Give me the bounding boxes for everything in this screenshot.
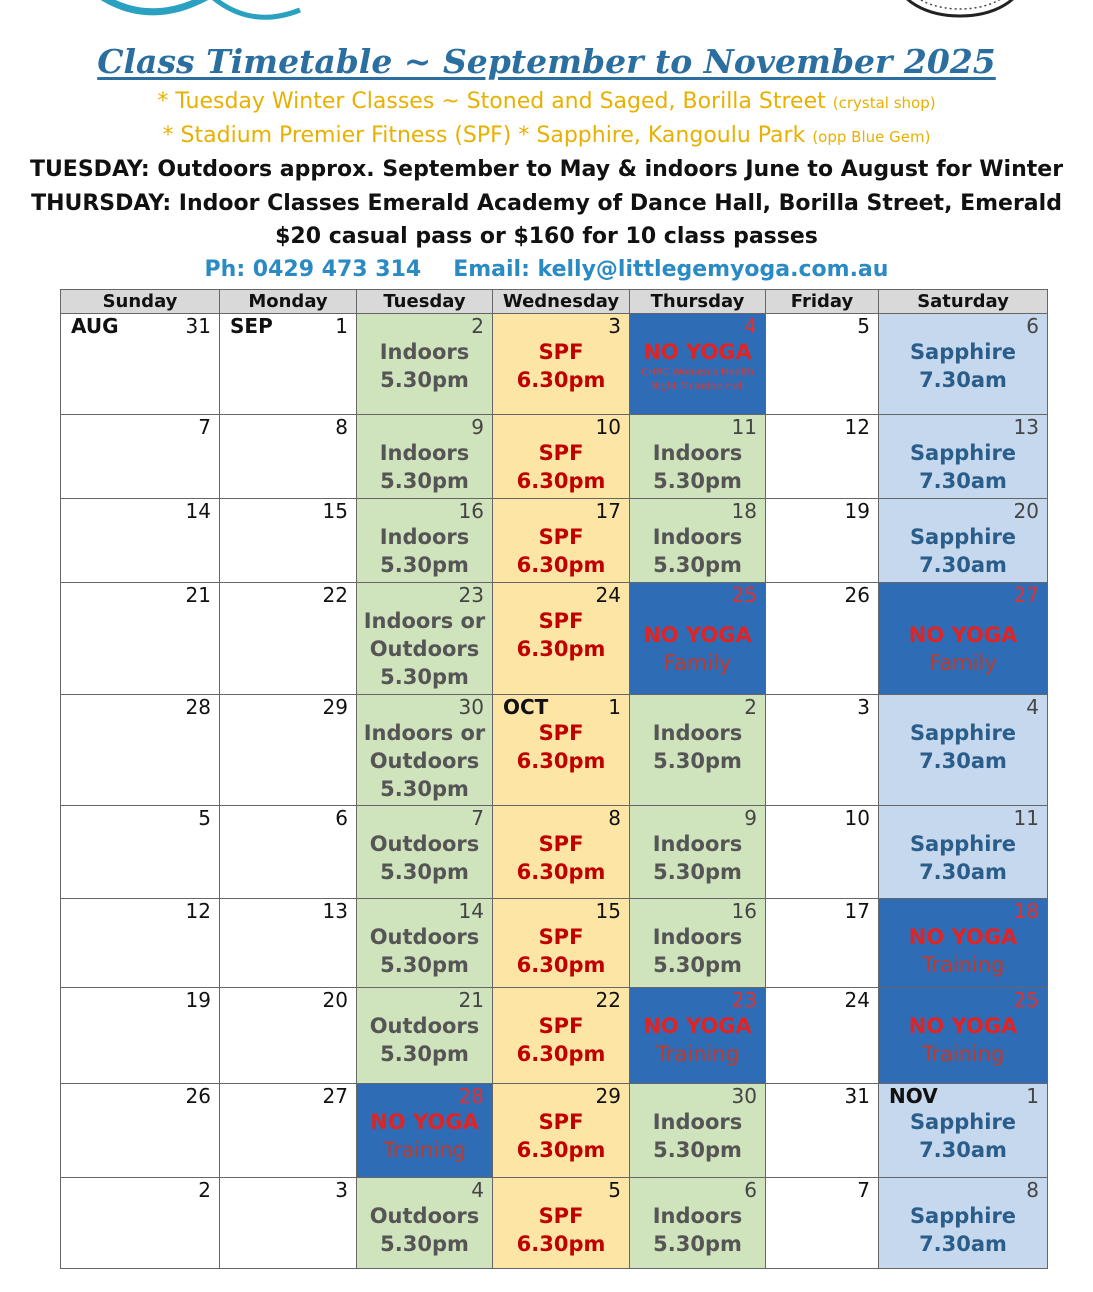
class-detail: 7.30am — [919, 368, 1007, 392]
day-cell-tuesday — [357, 1178, 493, 1269]
day-cell-wednesday — [493, 314, 630, 415]
day-cell-tuesday — [357, 988, 493, 1084]
class-detail: 7.30am — [919, 860, 1007, 884]
day-number: 26 — [185, 1084, 211, 1108]
class-detail: 7.30am — [919, 469, 1007, 493]
day-number: 9 — [744, 806, 757, 830]
day-cell-tuesday — [357, 695, 493, 806]
week-row — [61, 314, 1048, 415]
day-number: 12 — [185, 899, 211, 923]
day-number: 6 — [1026, 314, 1039, 338]
week-row — [61, 499, 1048, 583]
day-header-friday: Friday — [766, 290, 879, 314]
day-cell-sunday — [61, 1084, 220, 1178]
class-detail: 5.30pm — [380, 777, 469, 801]
day-cell-sunday — [61, 583, 220, 695]
class-label: SPF — [538, 1014, 584, 1038]
day-cell-thursday — [630, 899, 766, 988]
class-detail: 5.30pm — [653, 1232, 742, 1256]
class-detail: 6.30pm — [516, 553, 606, 577]
day-cell-saturday — [879, 988, 1048, 1084]
day-cell-wednesday — [493, 499, 630, 583]
day-cell-saturday — [879, 583, 1048, 695]
day-number: 7 — [198, 415, 211, 439]
day-number: 27 — [322, 1084, 348, 1108]
day-header-saturday: Saturday — [879, 290, 1048, 314]
class-detail: 5.30pm — [380, 469, 469, 493]
class-label: SPF — [538, 441, 584, 465]
class-label: Indoors or — [363, 609, 486, 633]
class-detail: Training — [656, 1042, 739, 1066]
class-detail: Family — [929, 651, 997, 675]
class-label: SPF — [538, 1204, 584, 1228]
day-number: 6 — [335, 806, 348, 830]
day-number: 2 — [471, 314, 484, 338]
day-number: 2 — [198, 1178, 211, 1202]
day-header-wednesday: Wednesday — [493, 290, 630, 314]
contact-line — [0, 257, 1093, 282]
class-detail: 5.30pm — [380, 368, 469, 392]
class-detail: 5.30pm — [380, 665, 469, 689]
day-number: 30 — [458, 695, 484, 719]
day-cell-thursday — [630, 988, 766, 1084]
class-detail: 7.30am — [919, 553, 1007, 577]
day-number: 10 — [595, 415, 621, 439]
month-label: SEP — [230, 314, 273, 338]
class-label: Sapphire — [909, 721, 1017, 745]
day-cell-friday — [766, 499, 879, 583]
day-cell-saturday — [879, 314, 1048, 415]
day-number: 11 — [1013, 806, 1039, 830]
day-cell-friday — [766, 695, 879, 806]
day-cell-tuesday — [357, 415, 493, 499]
class-detail: 6.30pm — [516, 749, 606, 773]
class-label: SPF — [538, 525, 584, 549]
class-label: Indoors — [652, 525, 743, 549]
day-number: 13 — [322, 899, 348, 923]
day-number: 16 — [458, 499, 484, 523]
day-header-thursday: Thursday — [630, 290, 766, 314]
day-cell-wednesday — [493, 806, 630, 899]
class-label: Outdoors — [369, 1014, 480, 1038]
day-number: 18 — [731, 499, 757, 523]
class-label: Indoors — [652, 1110, 743, 1134]
week-row — [61, 1084, 1048, 1178]
class-detail: 6.30pm — [516, 1042, 606, 1066]
day-number: 21 — [185, 583, 211, 607]
day-cell-wednesday — [493, 1084, 630, 1178]
day-number: 8 — [1026, 1178, 1039, 1202]
day-cell-monday — [220, 583, 357, 695]
day-number: 4 — [471, 1178, 484, 1202]
day-cell-friday — [766, 1178, 879, 1269]
day-number: 18 — [1013, 899, 1039, 923]
day-cell-sunday — [61, 695, 220, 806]
badge-logo-icon — [890, 0, 1030, 20]
day-number: 4 — [1026, 695, 1039, 719]
day-cell-thursday — [630, 583, 766, 695]
day-header-tuesday: Tuesday — [357, 290, 493, 314]
class-detail: Training — [921, 953, 1005, 977]
class-label: Outdoors — [369, 1204, 480, 1228]
class-detail: 5.30pm — [380, 860, 469, 884]
day-number: 19 — [844, 499, 870, 523]
class-detail: 6.30pm — [516, 860, 606, 884]
day-cell-sunday — [61, 806, 220, 899]
class-detail: 5.30pm — [653, 1138, 742, 1162]
class-detail: Outdoors — [369, 637, 480, 661]
week-row — [61, 899, 1048, 988]
pricing-note: $20 casual pass or $160 for 10 class passes — [275, 224, 818, 249]
week-row — [61, 988, 1048, 1084]
day-number: 29 — [595, 1084, 621, 1108]
day-number: 3 — [857, 695, 870, 719]
day-number: 24 — [844, 988, 870, 1012]
day-cell-sunday — [61, 314, 220, 415]
class-label: NO YOGA — [908, 925, 1018, 949]
class-detail: 6.30pm — [516, 953, 606, 977]
class-detail: 6.30pm — [516, 368, 606, 392]
day-number: 7 — [471, 806, 484, 830]
class-detail: Outdoors — [369, 749, 480, 773]
class-label: Indoors — [379, 525, 470, 549]
day-number: 2 — [744, 695, 757, 719]
day-cell-monday — [220, 988, 357, 1084]
calendar-table — [60, 289, 1048, 1269]
page-title: Class Timetable ~ September to November 2025 — [97, 42, 996, 81]
event-note: CHRC Women's Health Night McIndoe Hall — [641, 367, 754, 392]
class-detail: Family — [663, 651, 732, 675]
day-cell-thursday — [630, 415, 766, 499]
class-detail: 5.30pm — [380, 1232, 469, 1256]
day-header-sunday: Sunday — [61, 290, 220, 314]
day-number: 23 — [731, 988, 757, 1012]
day-cell-saturday — [879, 695, 1048, 806]
day-cell-wednesday — [493, 1178, 630, 1269]
day-cell-tuesday — [357, 1084, 493, 1178]
class-detail: 7.30am — [919, 1232, 1007, 1256]
day-cell-friday — [766, 899, 879, 988]
day-cell-monday — [220, 499, 357, 583]
day-cell-friday — [766, 314, 879, 415]
class-label: NO YOGA — [370, 1110, 479, 1134]
class-detail: Training — [921, 1042, 1005, 1066]
day-cell-tuesday — [357, 899, 493, 988]
day-cell-thursday — [630, 1084, 766, 1178]
class-detail: 5.30pm — [653, 553, 742, 577]
day-number: 7 — [857, 1178, 870, 1202]
day-cell-saturday — [879, 499, 1048, 583]
day-cell-monday — [220, 1178, 357, 1269]
class-label: Indoors — [652, 721, 743, 745]
day-number: 14 — [458, 899, 484, 923]
day-number: 22 — [322, 583, 348, 607]
day-cell-wednesday — [493, 988, 630, 1084]
email-address[interactable]: Email: kelly@littlegemyoga.com.au — [453, 257, 889, 282]
day-number: 1 — [608, 695, 621, 719]
day-cell-tuesday — [357, 314, 493, 415]
day-number: 5 — [608, 1178, 621, 1202]
day-number: 1 — [1026, 1084, 1039, 1108]
class-detail: 5.30pm — [653, 860, 742, 884]
day-cell-sunday — [61, 499, 220, 583]
brand-logo-icon — [60, 0, 350, 30]
day-number: 8 — [608, 806, 621, 830]
class-detail: 7.30am — [919, 749, 1007, 773]
day-number: 29 — [322, 695, 348, 719]
crystal-shop-note: (crystal shop) — [832, 94, 936, 112]
class-label: NO YOGA — [643, 1014, 752, 1038]
day-cell-sunday — [61, 988, 220, 1084]
day-number: 23 — [458, 583, 484, 607]
day-cell-monday — [220, 899, 357, 988]
class-label: Indoors or — [363, 721, 486, 745]
day-header-row — [61, 290, 1048, 314]
month-label: NOV — [889, 1084, 938, 1108]
day-number: 28 — [185, 695, 211, 719]
day-cell-tuesday — [357, 806, 493, 899]
venues-text: * Stadium Premier Fitness (SPF) * Sapphire, Kangoulu Park — [162, 123, 806, 148]
day-number: 3 — [335, 1178, 348, 1202]
day-number: 17 — [844, 899, 870, 923]
day-cell-sunday — [61, 1178, 220, 1269]
tuesday-note: TUESDAY: Outdoors approx. September to May & indoors June to August for Winter — [29, 157, 1064, 182]
class-label: NO YOGA — [643, 623, 752, 647]
day-number: 1 — [335, 314, 348, 338]
class-detail: 6.30pm — [516, 469, 606, 493]
week-row — [61, 806, 1048, 899]
day-cell-friday — [766, 1084, 879, 1178]
day-number: 28 — [458, 1084, 484, 1108]
class-detail: 5.30pm — [653, 749, 742, 773]
day-number: 10 — [844, 806, 870, 830]
day-cell-friday — [766, 806, 879, 899]
day-number: 5 — [198, 806, 211, 830]
day-cell-wednesday — [493, 899, 630, 988]
day-cell-monday — [220, 415, 357, 499]
day-cell-saturday — [879, 415, 1048, 499]
day-cell-tuesday — [357, 583, 493, 695]
day-number: 13 — [1013, 415, 1039, 439]
day-number: 16 — [731, 899, 757, 923]
class-detail: 5.30pm — [380, 553, 469, 577]
day-number: 27 — [1013, 583, 1039, 607]
class-label: Outdoors — [369, 925, 480, 949]
day-number: 24 — [595, 583, 621, 607]
day-cell-sunday — [61, 899, 220, 988]
day-number: 20 — [1013, 499, 1039, 523]
day-cell-monday — [220, 806, 357, 899]
day-number: 30 — [731, 1084, 757, 1108]
class-label: Indoors — [652, 832, 743, 856]
month-label: AUG — [71, 314, 119, 338]
class-label: Sapphire — [909, 525, 1017, 549]
day-cell-thursday — [630, 695, 766, 806]
day-cell-thursday — [630, 499, 766, 583]
week-row — [61, 1178, 1048, 1269]
class-label: SPF — [538, 832, 584, 856]
class-detail: 5.30pm — [380, 953, 469, 977]
class-label: NO YOGA — [908, 1014, 1018, 1038]
day-cell-sunday — [61, 415, 220, 499]
day-number: 14 — [185, 499, 211, 523]
day-cell-tuesday — [357, 499, 493, 583]
day-cell-thursday — [630, 1178, 766, 1269]
class-label: Indoors — [379, 340, 470, 364]
class-label: NO YOGA — [643, 340, 752, 364]
class-detail: Training — [383, 1138, 466, 1162]
class-label: Sapphire — [909, 1204, 1017, 1228]
day-number: 5 — [857, 314, 870, 338]
class-label: Indoors — [652, 1204, 743, 1228]
class-detail: 5.30pm — [653, 469, 742, 493]
day-number: 15 — [595, 899, 621, 923]
day-number: 25 — [1013, 988, 1039, 1012]
day-cell-saturday — [879, 1178, 1048, 1269]
week-row — [61, 695, 1048, 806]
day-number: 26 — [844, 583, 870, 607]
day-cell-wednesday — [493, 695, 630, 806]
tuesday-winter-classes-line — [0, 89, 1093, 114]
phone-number: Ph: 0429 473 314 — [204, 257, 422, 282]
day-number: 4 — [744, 314, 757, 338]
day-number: 11 — [731, 415, 757, 439]
day-cell-friday — [766, 583, 879, 695]
venues-line — [0, 123, 1093, 148]
class-label: Indoors — [379, 441, 470, 465]
day-cell-thursday — [630, 806, 766, 899]
class-detail: 6.30pm — [516, 1232, 606, 1256]
day-cell-saturday — [879, 1084, 1048, 1178]
day-number: 12 — [844, 415, 870, 439]
day-cell-monday — [220, 314, 357, 415]
day-number: 31 — [185, 314, 211, 338]
day-cell-wednesday — [493, 583, 630, 695]
day-number: 25 — [731, 583, 757, 607]
month-label: OCT — [503, 695, 549, 719]
class-label: SPF — [538, 721, 584, 745]
class-detail: 6.30pm — [516, 637, 606, 661]
class-detail: 7.30am — [919, 1138, 1007, 1162]
thursday-note: THURSDAY: Indoor Classes Emerald Academy of Dance Hall, Borilla Street, Emerald — [31, 191, 1062, 216]
opp-blue-gem-note: (opp Blue Gem) — [812, 128, 931, 146]
class-detail: 5.30pm — [653, 953, 742, 977]
day-number: 6 — [744, 1178, 757, 1202]
class-label: SPF — [538, 1110, 584, 1134]
day-number: 15 — [322, 499, 348, 523]
day-number: 19 — [185, 988, 211, 1012]
week-row — [61, 583, 1048, 695]
day-number: 21 — [458, 988, 484, 1012]
class-detail: 6.30pm — [516, 1138, 606, 1162]
day-cell-saturday — [879, 899, 1048, 988]
day-number: 3 — [608, 314, 621, 338]
day-number: 22 — [595, 988, 621, 1012]
day-number: 31 — [844, 1084, 870, 1108]
class-label: Sapphire — [909, 340, 1017, 364]
day-cell-thursday — [630, 314, 766, 415]
class-label: SPF — [538, 340, 584, 364]
day-cell-friday — [766, 988, 879, 1084]
day-cell-monday — [220, 695, 357, 806]
day-cell-saturday — [879, 806, 1048, 899]
class-label: Sapphire — [909, 1110, 1017, 1134]
day-header-monday: Monday — [220, 290, 357, 314]
class-label: Outdoors — [369, 832, 480, 856]
day-cell-wednesday — [493, 415, 630, 499]
day-number: 17 — [595, 499, 621, 523]
day-cell-monday — [220, 1084, 357, 1178]
day-number: 20 — [322, 988, 348, 1012]
class-detail: 5.30pm — [380, 1042, 469, 1066]
class-label: SPF — [538, 609, 584, 633]
day-number: 9 — [471, 415, 484, 439]
class-label: Sapphire — [909, 832, 1017, 856]
class-label: SPF — [538, 925, 584, 949]
class-label: Sapphire — [909, 441, 1017, 465]
day-cell-friday — [766, 415, 879, 499]
class-label: NO YOGA — [908, 623, 1018, 647]
week-row — [61, 415, 1048, 499]
day-number: 8 — [335, 415, 348, 439]
tuesday-winter-classes-text: * Tuesday Winter Classes ~ Stoned and Saged, Borilla Street — [157, 89, 826, 114]
class-label: Indoors — [652, 441, 743, 465]
class-label: Indoors — [652, 925, 743, 949]
